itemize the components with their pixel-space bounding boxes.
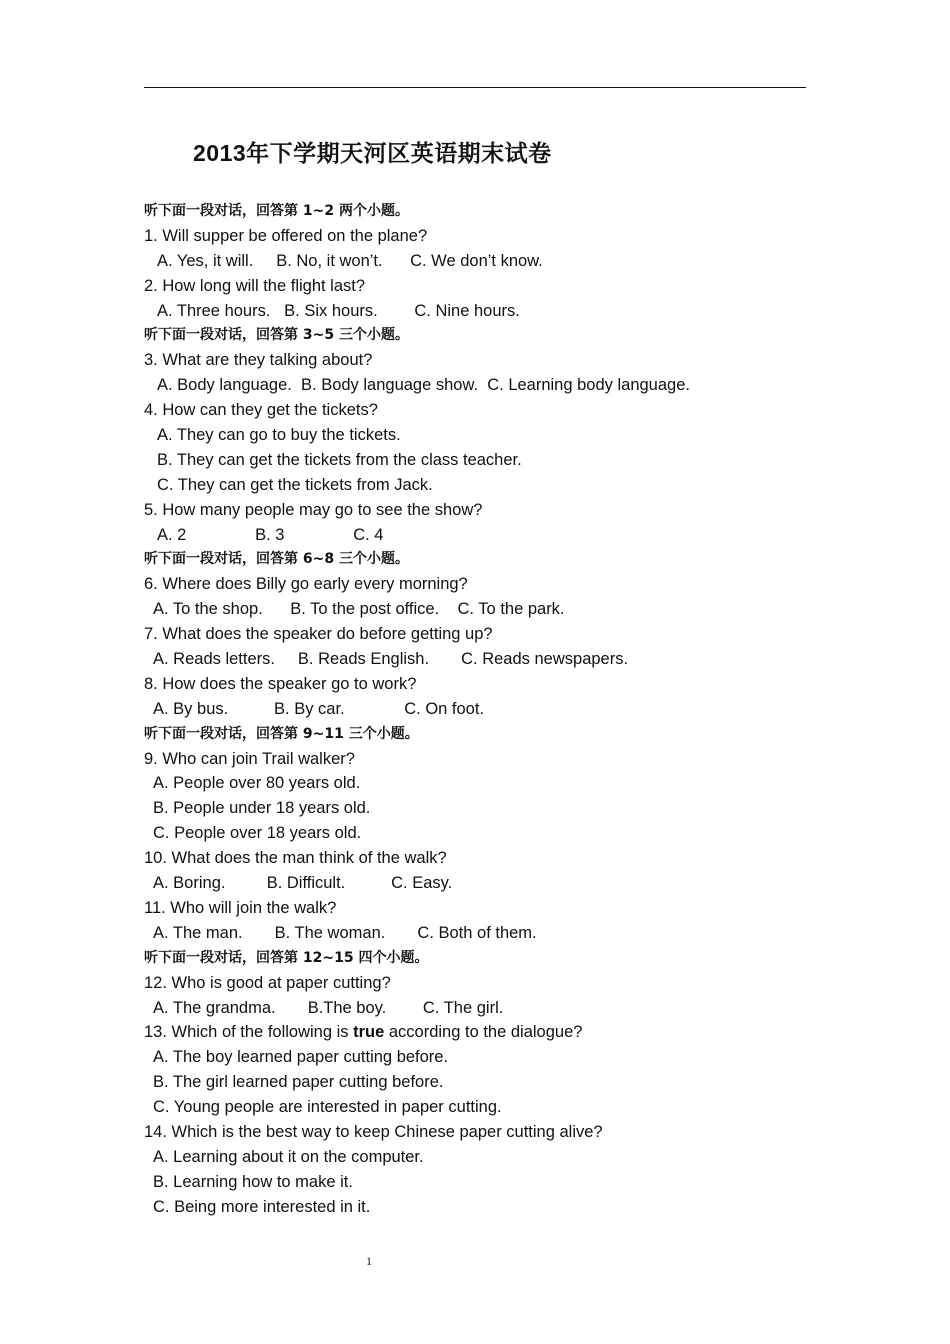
section-instruction: 听下面一段对话，回答第 3~5 三个小题。: [144, 327, 409, 344]
answer-options: A. To the shop. B. To the post office. C. To the park.: [153, 600, 565, 619]
question-text: 3. What are they talking about?: [144, 351, 373, 370]
question-text: 8. How does the speaker go to work?: [144, 674, 417, 693]
question-text-part: according to the dialogue?: [384, 1023, 583, 1042]
answer-options: A. By bus. B. By car. C. On foot.: [153, 699, 485, 718]
question-text: 11. Who will join the walk?: [144, 898, 337, 917]
answer-options: A. Three hours. B. Six hours. C. Nine hours.: [157, 301, 520, 320]
question-text: 7. What does the speaker do before getting up?: [144, 625, 493, 644]
section-instruction: 听下面一段对话，回答第 12~15 四个小题。: [144, 949, 429, 966]
answer-options: A. 2 B. 3 C. 4: [157, 525, 384, 544]
answer-options: C. Being more interested in it.: [153, 1197, 371, 1216]
answer-options: C. Young people are interested in paper cutting.: [153, 1098, 502, 1117]
question-text-part: 13. Which of the following is: [144, 1023, 354, 1042]
header-rule: [144, 87, 806, 88]
question-text: 12. Who is good at paper cutting?: [144, 973, 391, 992]
question-text: 14. Which is the best way to keep Chinese paper cutting alive?: [144, 1122, 603, 1141]
answer-options: A. Yes, it will. B. No, it won’t. C. We don’t know.: [157, 251, 543, 270]
question-text: 4. How can they get the tickets?: [144, 401, 378, 420]
answer-options: C. They can get the tickets from Jack.: [157, 475, 433, 494]
answer-options: B. Learning how to make it.: [153, 1172, 353, 1191]
answer-options: A. They can go to buy the tickets.: [157, 426, 401, 445]
question-emphasis: true: [353, 1023, 385, 1042]
section-instruction: 听下面一段对话，回答第 1~2 两个小题。: [144, 203, 409, 219]
question-text: 5. How many people may go to see the show?: [144, 500, 483, 519]
answer-options: A. Learning about it on the computer.: [153, 1147, 424, 1166]
question-text: 2. How long will the flight last?: [144, 276, 366, 295]
document-title: 2013年下学期天河区英语期末试卷: [193, 140, 552, 166]
page-number: 1: [366, 1254, 372, 1268]
question-list: [144, 199, 844, 1220]
section-instruction: 听下面一段对话，回答第 9~11 三个小题。: [144, 725, 419, 742]
section-instruction: 听下面一段对话，回答第 6~8 三个小题。: [144, 551, 409, 568]
answer-options: A. The grandma. B.The boy. C. The girl.: [153, 998, 504, 1017]
answer-options: A. The boy learned paper cutting before.: [153, 1048, 449, 1067]
answer-options: A. Body language. B. Body language show. C. Learning body language.: [157, 376, 690, 395]
answer-options: A. Reads letters. B. Reads English. C. Reads newspapers.: [153, 650, 629, 669]
answer-options: A. The man. B. The woman. C. Both of them.: [153, 923, 537, 942]
answer-options: B. The girl learned paper cutting before.: [153, 1073, 444, 1092]
answer-options: A. People over 80 years old.: [153, 774, 361, 793]
question-text: 9. Who can join Trail walker?: [144, 749, 355, 768]
question-text: 10. What does the man think of the walk?: [144, 849, 447, 868]
question-text: 6. Where does Billy go early every morning?: [144, 575, 468, 594]
question-text: [144, 1020, 844, 1045]
answer-options: B. They can get the tickets from the class teacher.: [157, 450, 522, 469]
answer-options: A. Boring. B. Difficult. C. Easy.: [153, 874, 453, 893]
question-text: 1. Will supper be offered on the plane?: [144, 226, 428, 245]
answer-options: B. People under 18 years old.: [153, 799, 371, 818]
answer-options: C. People over 18 years old.: [153, 824, 362, 843]
